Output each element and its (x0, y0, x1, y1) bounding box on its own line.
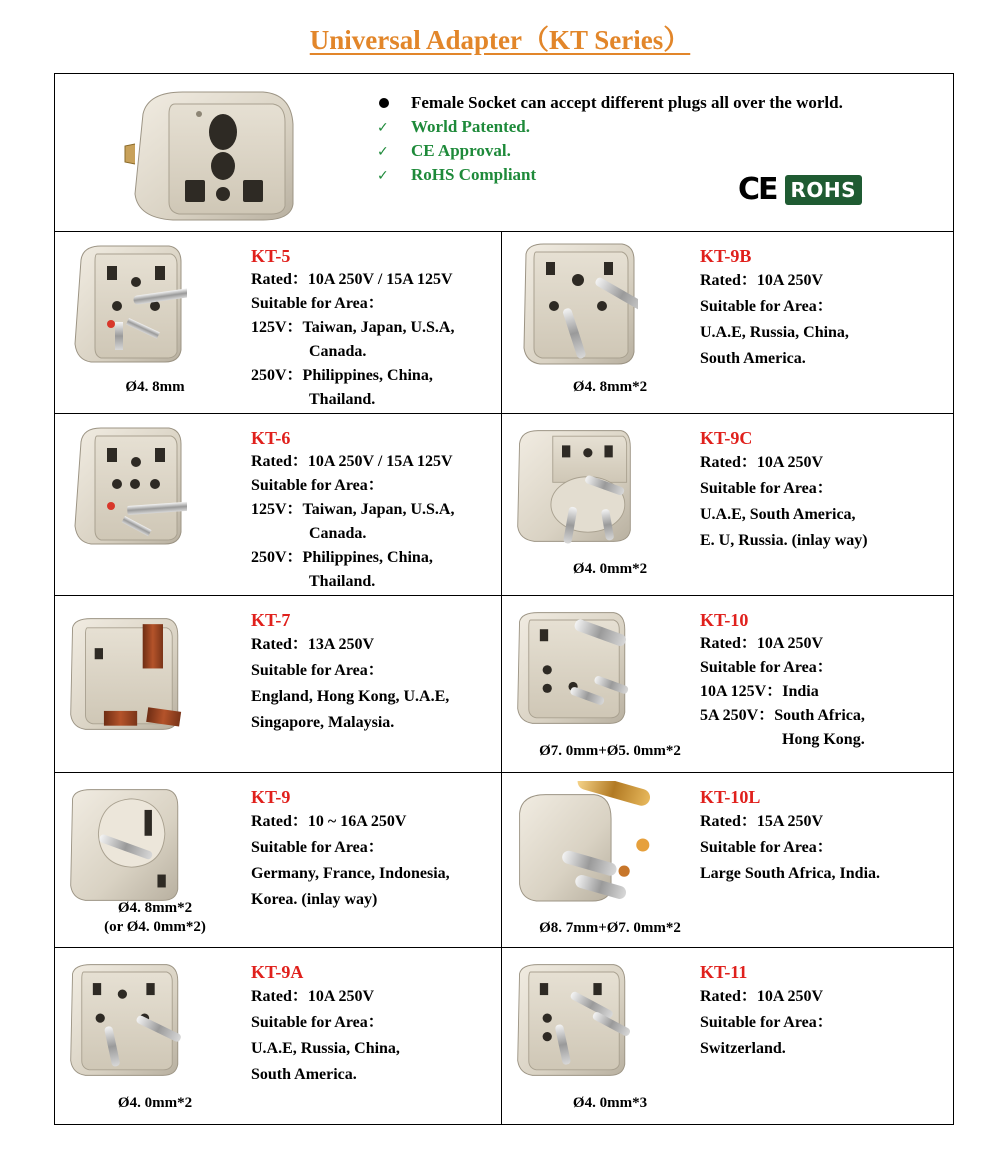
rating: Rated：10 ~ 16A 250V (251, 813, 407, 830)
rating: Rated：10A 250V / 15A 125V (251, 271, 453, 288)
pin-diameter: Ø4. 8mm (125, 379, 185, 395)
pin-diameter: Ø4. 0mm*2 (117, 1095, 193, 1111)
area-line: 10A 125V：India (700, 683, 819, 700)
pin-diameter: Ø4. 0mm*3 (572, 1095, 648, 1111)
area-line: South America. (251, 1066, 357, 1083)
feature-item: ✓ CE Approval. (377, 141, 511, 160)
area-line: Switzerland. (700, 1040, 786, 1057)
product-cell-kt-9 (55, 773, 501, 953)
pin-diameter: Ø8. 7mm+Ø7. 0mm*2 (539, 920, 681, 936)
adapter-kt-7-photo (67, 610, 187, 738)
feature-item: ✓ World Patented. (377, 117, 530, 136)
area-line: Thailand. (309, 573, 376, 590)
rating: Rated：10A 250V (700, 988, 824, 1005)
area-line: 125V：Taiwan, Japan, U.S.A, (251, 319, 455, 336)
area-line: Canada. (309, 525, 367, 542)
adapter-kt-9b-photo (518, 240, 638, 368)
universal-adapter-photo (113, 84, 303, 224)
area-label: Suitable for Area： (251, 477, 384, 494)
pin-diameter-alt: (or Ø4. 0mm*2) (104, 919, 206, 935)
spec-block (251, 608, 449, 736)
rating: Rated：13A 250V (251, 636, 375, 653)
spec-block (251, 960, 400, 1088)
area-label: Suitable for Area： (251, 295, 384, 312)
adapter-kt-10l-photo (514, 781, 654, 909)
area-label: Suitable for Area： (700, 480, 833, 497)
model-number: KT-7 (251, 610, 291, 630)
spec-block (700, 608, 865, 752)
rating: Rated：10A 250V (700, 454, 824, 471)
model-number: KT-10L (700, 787, 761, 807)
area-line: Germany, France, Indonesia, (251, 865, 450, 882)
area-label: Suitable for Area： (700, 659, 833, 676)
rating: Rated：10A 250V (700, 272, 824, 289)
rating: Rated：10A 250V / 15A 125V (251, 453, 453, 470)
area-label: Suitable for Area： (700, 1014, 833, 1031)
bullet-icon (379, 98, 389, 108)
product-cell-kt-10l (502, 773, 954, 953)
area-line: England, Hong Kong, U.A.E, (251, 688, 450, 705)
adapter-kt-6-photo (67, 422, 187, 550)
model-number: KT-6 (251, 428, 291, 448)
checkmark-icon: ✓ (377, 143, 389, 160)
certification-logos (738, 172, 862, 207)
area-line: 250V：Philippines, China, (251, 367, 433, 384)
area-line: U.A.E, Russia, China, (700, 324, 849, 341)
pin-diameter: Ø4. 8mm*2 (117, 900, 193, 916)
rating: Rated：10A 250V (700, 635, 824, 652)
area-line: 250V：Philippines, China, (251, 549, 433, 566)
model-number: KT-5 (251, 246, 291, 266)
area-line: U.A.E, South America, (700, 506, 856, 523)
area-line: Large South Africa, India. (700, 865, 881, 882)
spec-block (700, 960, 833, 1062)
model-number: KT-9C (700, 428, 753, 448)
spec-block (251, 426, 454, 594)
spec-block (251, 785, 450, 913)
adapter-kt-9a-photo (67, 956, 187, 1084)
spec-block (251, 244, 454, 412)
ce-mark-logo: CE (738, 172, 777, 207)
area-label: Suitable for Area： (700, 298, 833, 315)
area-line: Thailand. (309, 391, 376, 408)
area-label: Suitable for Area： (700, 839, 833, 856)
area-label: Suitable for Area： (251, 662, 384, 679)
area-line: U.A.E, Russia, China, (251, 1040, 400, 1057)
feature-item: Female Socket can accept different plugs all over the world. (375, 91, 843, 115)
pin-diameter: Ø4. 8mm*2 (572, 379, 648, 395)
product-cell-kt-5 (55, 232, 501, 412)
adapter-kt-5-photo (67, 240, 187, 368)
product-cell-kt-9c (502, 414, 954, 594)
model-number: KT-9A (251, 962, 304, 982)
rohs-badge: ROHS (785, 175, 863, 205)
model-number: KT-10 (700, 610, 749, 630)
intro-section (55, 74, 953, 232)
adapter-kt-10-photo (514, 604, 634, 732)
spec-block (700, 426, 868, 554)
area-label: Suitable for Area： (251, 1014, 384, 1031)
product-cell-kt-9a (55, 948, 501, 1128)
area-line: Korea. (inlay way) (251, 891, 378, 908)
spec-block (700, 244, 849, 372)
adapter-kt-9-photo (67, 781, 187, 909)
pin-diameter: Ø7. 0mm+Ø5. 0mm*2 (539, 743, 681, 759)
model-number: KT-9B (700, 246, 752, 266)
product-cell-kt-10 (502, 596, 954, 776)
model-number: KT-11 (700, 962, 748, 982)
feature-item: ✓ RoHS Compliant (377, 165, 537, 184)
adapter-kt-9c-photo (514, 422, 634, 550)
adapter-kt-11-photo (514, 956, 634, 1084)
area-label: Suitable for Area： (251, 839, 384, 856)
spec-block (700, 785, 880, 887)
checkmark-icon: ✓ (377, 167, 389, 184)
product-cell-kt-9b (502, 232, 954, 412)
product-cell-kt-7 (55, 596, 501, 776)
checkmark-icon: ✓ (377, 119, 389, 136)
area-line: Singapore, Malaysia. (251, 714, 395, 731)
area-line: South America. (700, 350, 806, 367)
product-cell-kt-6 (55, 414, 501, 594)
model-number: KT-9 (251, 787, 291, 807)
area-line: Canada. (309, 343, 367, 360)
area-line: 5A 250V：South Africa, (700, 707, 865, 724)
pin-diameter: Ø4. 0mm*2 (572, 561, 648, 577)
area-line: Hong Kong. (782, 731, 865, 748)
product-table (54, 73, 954, 1125)
rating: Rated：15A 250V (700, 813, 824, 830)
area-line: E. U, Russia. (inlay way) (700, 532, 868, 549)
area-line: 125V：Taiwan, Japan, U.S.A, (251, 501, 455, 518)
page-title: Universal Adapter（KT Series） (309, 25, 691, 55)
product-cell-kt-11 (502, 948, 954, 1128)
rating: Rated：10A 250V (251, 988, 375, 1005)
